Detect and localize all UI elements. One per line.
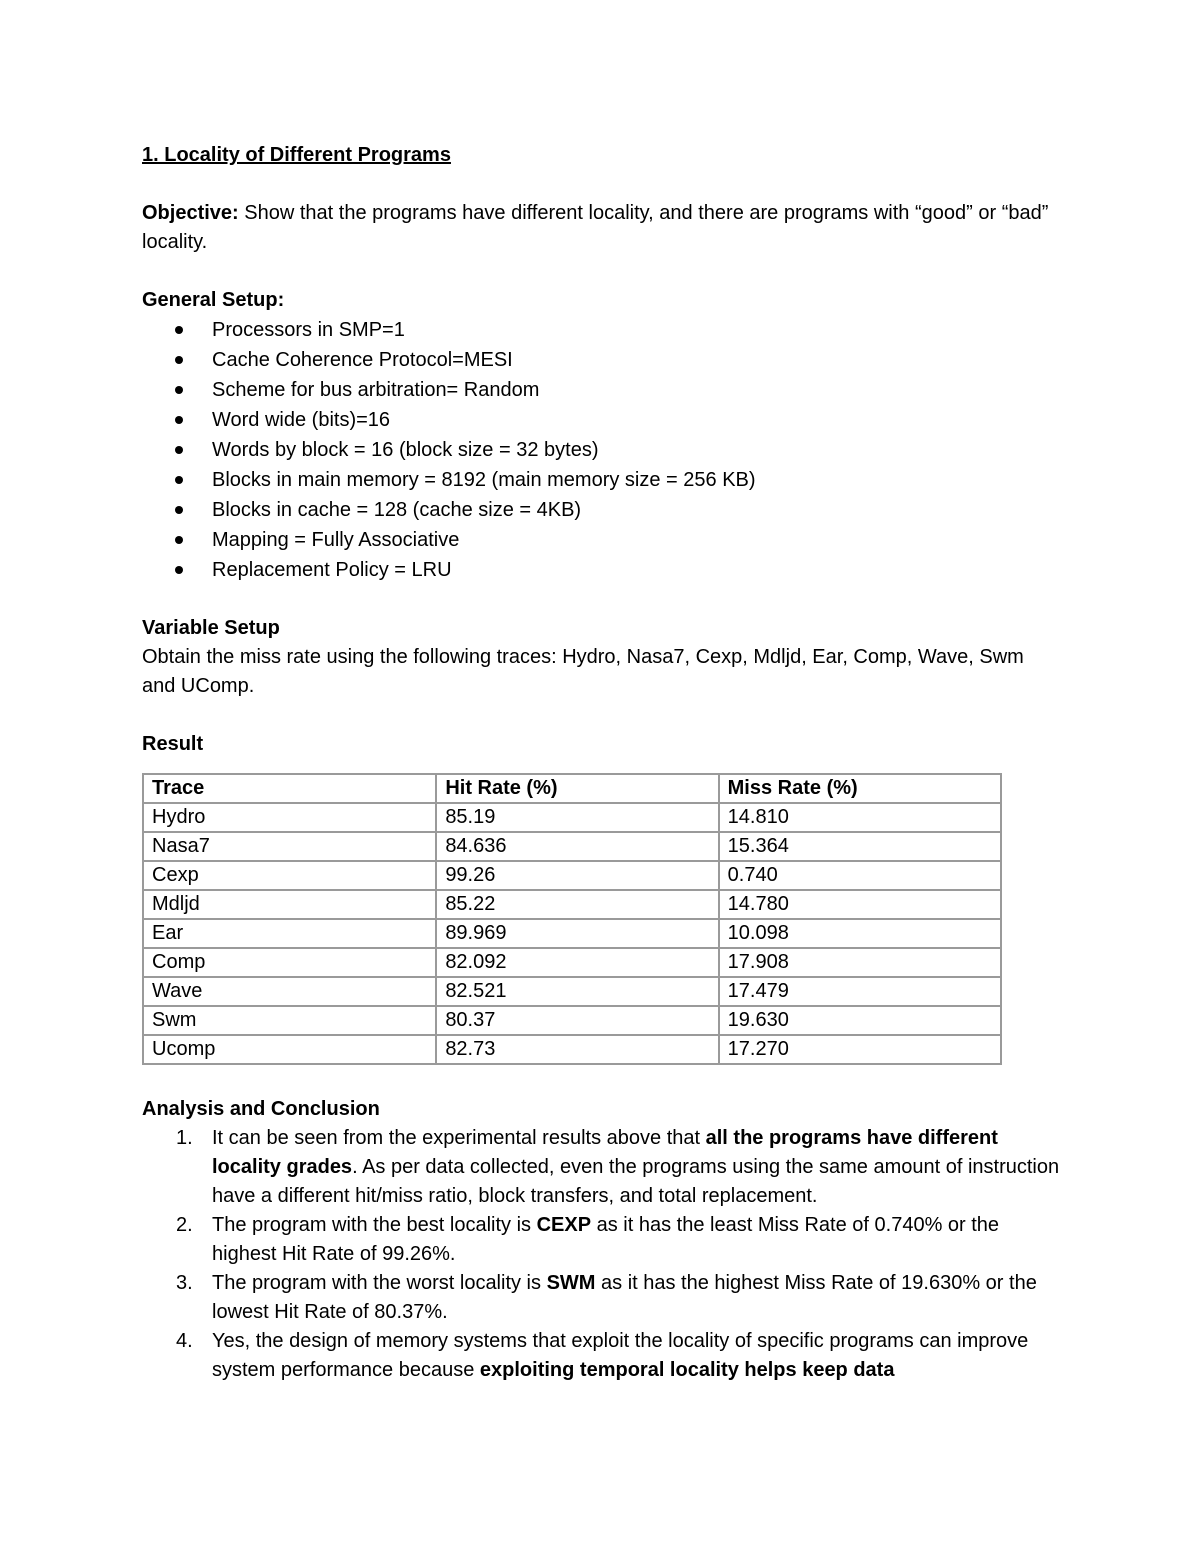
list-item-number: 2. [176, 1214, 193, 1236]
analysis-emphasis: all the programs have different locality grades [212, 1127, 998, 1178]
bullet-icon [175, 326, 183, 334]
cell-miss-rate: 17.908 [719, 948, 1001, 977]
cell-hit-rate: 85.19 [436, 803, 718, 832]
bullet-icon [175, 506, 183, 514]
cell-trace: Cexp [143, 861, 436, 890]
list-item [142, 405, 1062, 435]
header-hit-rate: Hit Rate (%) [436, 774, 718, 803]
table-row [143, 861, 1001, 890]
list-item [142, 315, 1062, 345]
cell-miss-rate: 0.740 [719, 861, 1001, 890]
table-row [143, 1006, 1001, 1035]
cell-trace: Comp [143, 948, 436, 977]
cell-miss-rate: 17.270 [719, 1035, 1001, 1064]
cell-hit-rate: 84.636 [436, 832, 718, 861]
objective-label: Objective: [142, 202, 239, 224]
list-item-text: Processors in SMP=1 [212, 319, 405, 341]
table-row [143, 948, 1001, 977]
table-row [143, 832, 1001, 861]
cell-hit-rate: 80.37 [436, 1006, 718, 1035]
table-row [143, 890, 1001, 919]
list-item-number: 4. [176, 1330, 193, 1352]
analysis-text: as it has the highest Miss Rate of 19.630% or the lowest Hit Rate of 80.37%. [212, 1272, 1037, 1323]
cell-hit-rate: 85.22 [436, 890, 718, 919]
list-item [142, 375, 1062, 405]
general-setup-list [142, 315, 1062, 585]
analysis-emphasis: exploiting temporal locality helps keep data [479, 1359, 895, 1381]
cell-hit-rate: 99.26 [436, 861, 718, 890]
list-item-text: Blocks in cache = 128 (cache size = 4KB) [212, 499, 582, 521]
analysis-heading: Analysis and Conclusion [142, 1098, 380, 1120]
cell-hit-rate: 89.969 [436, 919, 718, 948]
list-item [142, 1211, 1062, 1269]
cell-trace: Swm [143, 1006, 436, 1035]
list-item-number: 1. [176, 1127, 193, 1149]
cell-miss-rate: 10.098 [719, 919, 1001, 948]
cell-trace: Ucomp [143, 1035, 436, 1064]
cell-hit-rate: 82.092 [436, 948, 718, 977]
header-trace: Trace [143, 774, 436, 803]
list-item [142, 435, 1062, 465]
list-item-text: Cache Coherence Protocol=MESI [212, 349, 513, 371]
list-item-text: Mapping = Fully Associative [212, 529, 460, 551]
list-item-text: Replacement Policy = LRU [212, 559, 452, 581]
table-row [143, 977, 1001, 1006]
cell-miss-rate: 19.630 [719, 1006, 1001, 1035]
bullet-icon [175, 536, 183, 544]
analysis-text: The program with the worst locality is [212, 1272, 547, 1294]
variable-setup-heading: Variable Setup [142, 617, 280, 639]
list-item [142, 345, 1062, 375]
bullet-icon [175, 386, 183, 394]
cell-miss-rate: 14.810 [719, 803, 1001, 832]
cell-miss-rate: 17.479 [719, 977, 1001, 1006]
cell-miss-rate: 15.364 [719, 832, 1001, 861]
list-item-text: Scheme for bus arbitration= Random [212, 379, 540, 401]
cell-trace: Hydro [143, 803, 436, 832]
analysis-text: Yes, the design of memory systems that exploit the locality of specific programs can improve system performance because [212, 1330, 1029, 1381]
list-item-text: Word wide (bits)=16 [212, 409, 391, 431]
cell-miss-rate: 14.780 [719, 890, 1001, 919]
analysis-text: as it has the least Miss Rate of 0.740% or the highest Hit Rate of 99.26%. [212, 1214, 1000, 1265]
table-row [143, 919, 1001, 948]
list-item [142, 495, 1062, 525]
bullet-icon [175, 416, 183, 424]
list-item [142, 525, 1062, 555]
bullet-icon [175, 476, 183, 484]
table-row [143, 1035, 1001, 1064]
cell-trace: Wave [143, 977, 436, 1006]
document-content [142, 141, 1062, 1385]
list-item [142, 1327, 1062, 1385]
cell-trace: Ear [143, 919, 436, 948]
cell-hit-rate: 82.521 [436, 977, 718, 1006]
list-item-number: 3. [176, 1272, 193, 1294]
variable-setup-text: Obtain the miss rate using the following traces: Hydro, Nasa7, Cexp, Mdljd, Ear, Comp, Wave, Swm and UComp. [142, 646, 1024, 697]
list-item [142, 1269, 1062, 1327]
analysis-emphasis: SWM [546, 1272, 596, 1294]
analysis-list [142, 1124, 1062, 1385]
objective-text: Show that the programs have different locality, and there are programs with “good” or “bad” locality. [142, 202, 1049, 253]
bullet-icon [175, 356, 183, 364]
bullet-icon [175, 566, 183, 574]
list-item-text: Words by block = 16 (block size = 32 bytes) [212, 439, 599, 461]
general-setup-heading: General Setup: [142, 289, 285, 311]
cell-hit-rate: 82.73 [436, 1035, 718, 1064]
cell-trace: Mdljd [143, 890, 436, 919]
list-item [142, 555, 1062, 585]
objective-paragraph [142, 199, 1062, 257]
header-miss-rate: Miss Rate (%) [719, 774, 1001, 803]
list-item-text: Blocks in main memory = 8192 (main memory size = 256 KB) [212, 469, 756, 491]
analysis-text: The program with the best locality is [212, 1214, 537, 1236]
bullet-icon [175, 446, 183, 454]
analysis-text: It can be seen from the experimental results above that [212, 1127, 706, 1149]
cell-trace: Nasa7 [143, 832, 436, 861]
result-heading: Result [142, 733, 204, 755]
section-title: 1. Locality of Different Programs [142, 144, 451, 166]
results-table [142, 773, 1002, 1065]
analysis-text: . As per data collected, even the programs using the same amount of instruction have a different hit/miss ratio, block transfers, and total replacement. [212, 1156, 1060, 1207]
table-header-row [143, 774, 1001, 803]
list-item [142, 465, 1062, 495]
list-item [142, 1124, 1062, 1211]
analysis-emphasis: CEXP [536, 1214, 592, 1236]
table-row [143, 803, 1001, 832]
